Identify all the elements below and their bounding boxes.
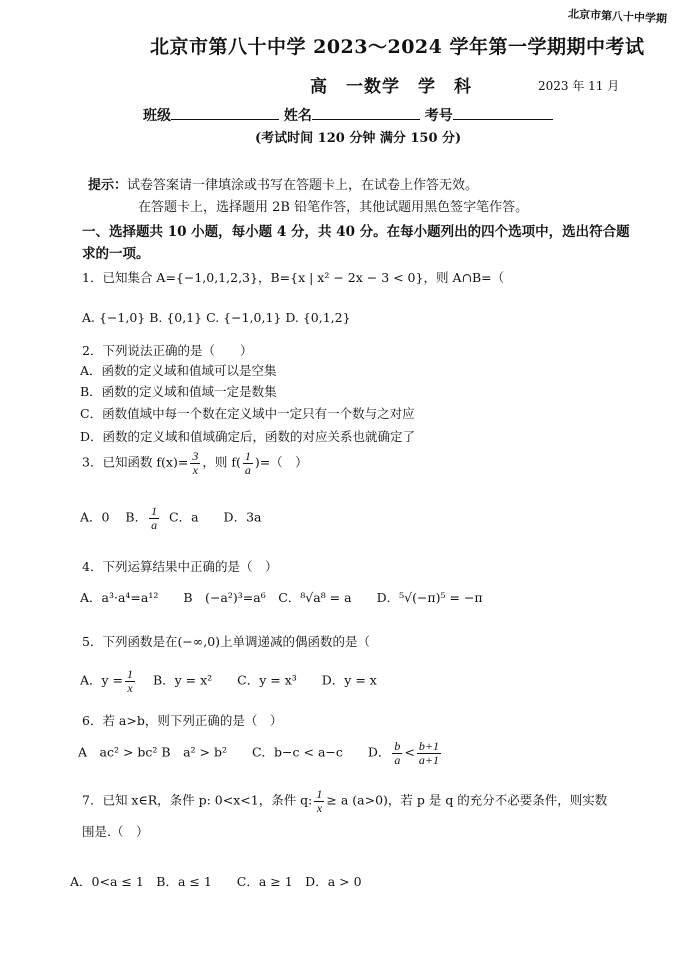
q2-option-d: D．函数的定义域和值域确定后，函数的对应关系也就确定了 [80, 429, 416, 444]
exam-title: 北京市第八十中学 2023～2024 学年第一学期期中考试 [150, 36, 645, 58]
q3-stem [82, 450, 308, 476]
q4-options: A．a³·a⁴=a¹² B (−a²)³=a⁶ C．⁸√a⁸ = a D．⁵√(−π)⁵ = −π [80, 590, 483, 605]
q3-stem-mid: ，则 f( [202, 454, 241, 470]
q6-d-num2: b+1 [418, 739, 439, 753]
q3-frac1-den: x [192, 462, 198, 477]
q6-d-num1: b [394, 739, 401, 753]
q7-options: A．0<a ≤ 1 B．a ≤ 1 C．a ≥ 1 D．a > 0 [70, 874, 362, 889]
q1-stem: 1．已知集合 A={−1,0,1,2,3}，B={x | x² − 2x − 3 < 0}，则 A∩B=（ [82, 270, 505, 285]
info-fields [143, 105, 553, 125]
q3-stem-pre: 3．已知函数 f(x)= [82, 454, 189, 470]
q7-frac-den: x [316, 800, 323, 815]
q2-option-a: A．函数的定义域和值域可以是空集 [80, 363, 277, 378]
q3-optb-num: 1 [151, 504, 158, 518]
q3-fraction-1 [190, 450, 200, 476]
q5-option-a-fraction [125, 668, 135, 694]
exam-date: 2023 年 11 月 [538, 79, 620, 93]
q6-option-d-fraction-1 [392, 740, 402, 766]
q4-stem: 4．下列运算结果中正确的是（ ） [82, 559, 278, 574]
name-label: 姓名 [283, 108, 312, 124]
q6-d-den2: a+1 [418, 752, 439, 767]
q5-options-rest: B．y = x² C．y = x³ D．y = x [152, 672, 377, 688]
q3-frac1-num: 3 [192, 449, 199, 463]
q1-options: A. {−1,0} B. {0,1} C. {−1,0,1} D. {0,1,2} [82, 310, 351, 325]
q7-frac-num: 1 [316, 787, 323, 801]
notice-label: 提示： [88, 178, 128, 193]
q3-option-b-pre: B． [125, 509, 148, 525]
q3-option-b-fraction [149, 505, 159, 531]
class-label: 班级 [143, 108, 171, 124]
notice-text-1: 试卷答案请一律填涂或书写在答题卡上，在试卷上作答无效。 [127, 178, 479, 193]
q5-options [80, 668, 377, 694]
q7-fraction [314, 788, 324, 814]
class-blank[interactable] [171, 119, 279, 120]
q7-stem-pre: 7．已知 x∈R，条件 p: 0<x<1，条件 q: [82, 792, 313, 808]
q5-opta-den: x [127, 680, 133, 695]
exam-duration: (考试时间 120 分钟 满分 150 分) [255, 131, 462, 146]
q6-options [78, 740, 443, 766]
q6-options-abc: A ac² > bc² B a² > b² C．b−c < a−c D． [78, 744, 391, 760]
q3-fraction-2 [243, 450, 253, 476]
q3-options [80, 505, 261, 531]
q7-stem [82, 788, 607, 814]
q6-d-lt: < [404, 744, 415, 760]
q7-stem-post: ≥ a (a>0)，若 p 是 q 的充分不必要条件，则实数 [326, 792, 608, 808]
section-1-heading-cont: 求的一项。 [82, 246, 150, 262]
q3-stem-post: )=（ ） [254, 454, 308, 470]
id-label: 考号 [424, 108, 453, 124]
q5-opta-num: 1 [127, 667, 134, 681]
id-blank[interactable] [453, 119, 553, 120]
q3-optb-den: a [151, 517, 158, 532]
q6-stem: 6．若 a>b，则下列正确的是（ ） [82, 713, 283, 728]
q7-stem-cont: 围是.（ ） [82, 824, 149, 839]
q5-stem: 5．下列函数是在(−∞,0)上单调递减的偶函数的是（ [82, 634, 371, 649]
q6-option-d-fraction-2 [417, 740, 441, 766]
q5-option-a-pre: A．y = [80, 672, 124, 688]
corner-stamp: 北京市第八十中学期 [567, 7, 668, 26]
q2-option-c: C．函数值域中每一个数在定义域中一定只有一个数与之对应 [80, 406, 415, 421]
name-blank[interactable] [312, 119, 420, 120]
notice-line-2: 在答题卡上，选择题用 2B 铅笔作答，其他试题用黑色签字笔作答。 [138, 200, 529, 215]
q3-frac2-den: a [244, 462, 251, 477]
q3-option-cd: C．a D．3a [169, 509, 262, 525]
q3-frac2-num: 1 [244, 449, 251, 463]
q2-option-b: B．函数的定义域和值域一定是数集 [80, 384, 277, 399]
q2-stem: 2．下列说法正确的是（ ） [82, 343, 253, 358]
exam-subtitle: 高 一数学 学 科 [310, 77, 472, 97]
q6-d-den1: a [394, 752, 401, 767]
section-1-heading: 一、选择题共 10 小题，每小题 4 分，共 40 分。在每小题列出的四个选项中，选出符合题 [82, 224, 630, 240]
q3-option-a: A．0 [80, 509, 110, 525]
notice-line-1 [88, 174, 478, 193]
